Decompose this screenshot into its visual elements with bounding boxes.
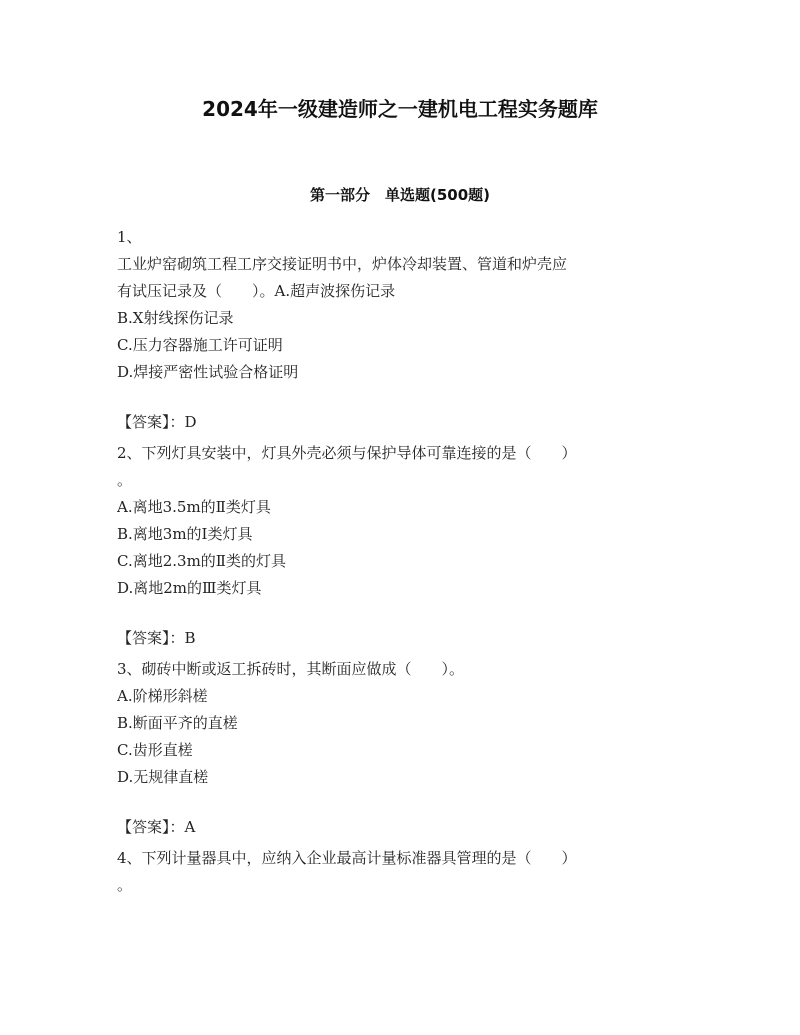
question-stem-line: 工业炉窑砌筑工程工序交接证明书中，炉体冷却装置、管道和炉壳应 — [117, 255, 568, 273]
option-a: A.离地3.5m的Ⅱ类灯具 — [117, 498, 271, 516]
option-b: B.离地3m的Ⅰ类灯具 — [117, 525, 253, 543]
answer-line — [117, 625, 677, 652]
answer-label: 【答案】 — [117, 818, 170, 836]
answer-line — [117, 409, 677, 436]
option-d: D.焊接严密性试验合格证明 — [117, 363, 299, 381]
option-d: D.无规律直槎 — [117, 768, 209, 786]
option-b: B.断面平齐的直槎 — [117, 714, 238, 732]
question-stem-line: 。 — [117, 876, 133, 894]
question-3 — [117, 656, 677, 841]
question-list — [117, 224, 677, 899]
option-c: C.离地2.3m的Ⅱ类的灯具 — [117, 552, 286, 570]
question-number: 1、 — [117, 228, 142, 246]
question-stem-line: 3、砌砖中断或返工拆砖时，其断面应做成（ ）。 — [117, 660, 465, 678]
question-stem-line: 有试压记录及（ ）。A.超声波探伤记录 — [117, 282, 396, 300]
question-stem-line: 。 — [117, 471, 133, 489]
answer-value: ：D — [169, 413, 197, 431]
answer-label: 【答案】 — [117, 413, 170, 431]
option-c: C.齿形直槎 — [117, 741, 193, 759]
question-4 — [117, 845, 677, 899]
section-heading: 第一部分 单选题(500题) — [309, 186, 491, 204]
answer-value: ：B — [169, 629, 196, 647]
option-c: C.压力容器施工许可证明 — [117, 336, 283, 354]
document-title: 2024年一级建造师之一建机电工程实务题库 — [202, 97, 598, 121]
answer-line — [117, 814, 677, 841]
option-d: D.离地2m的Ⅲ类灯具 — [117, 579, 262, 597]
answer-label: 【答案】 — [117, 629, 170, 647]
question-stem-line: 4、下列计量器具中，应纳入企业最高计量标准器具管理的是（ ） — [117, 849, 577, 867]
answer-value: ：A — [169, 818, 196, 836]
question-1 — [117, 224, 677, 436]
question-2 — [117, 440, 677, 652]
question-stem-line: 2、下列灯具安装中，灯具外壳必须与保护导体可靠连接的是（ ） — [117, 444, 577, 462]
option-b: B.X射线探伤记录 — [117, 309, 234, 327]
option-a: A.阶梯形斜槎 — [117, 687, 208, 705]
